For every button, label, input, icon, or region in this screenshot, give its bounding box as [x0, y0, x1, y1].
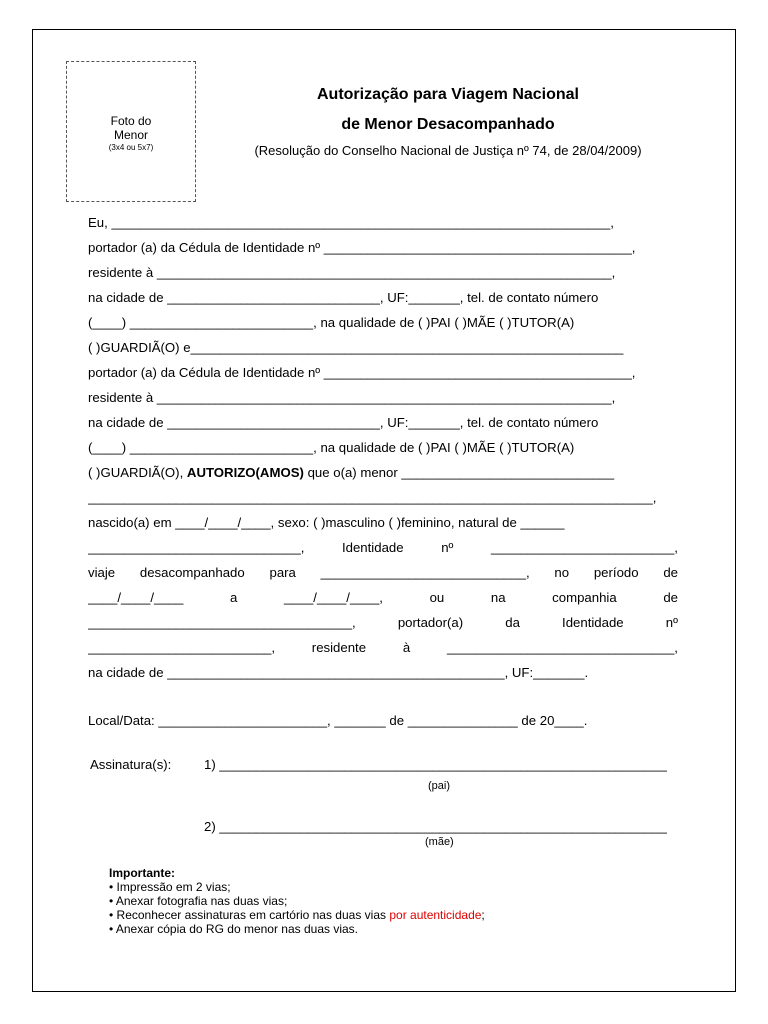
- form-line-17-part-c: da: [505, 615, 520, 630]
- form-line-18: [88, 639, 678, 657]
- form-line-17-part-a: ____________________________________,: [88, 615, 356, 630]
- authorization-keyword: AUTORIZO(AMOS): [186, 465, 304, 480]
- form-line-14-part-a: _____________________________,: [88, 540, 305, 555]
- form-line-11: [88, 464, 678, 482]
- form-line-5: (____) _________________________, na qualidade de ( )PAI ( )MÃE ( )TUTOR(A): [88, 315, 575, 330]
- signatures-label: Assinatura(s):: [90, 757, 172, 772]
- form-line-3: residente à ______________________________________________________________,: [88, 265, 616, 280]
- form-line-17: [88, 614, 678, 632]
- photo-label-line2: Menor: [113, 128, 148, 142]
- important-item-4: • Anexar cópia do RG do menor nas duas vias.: [109, 922, 359, 936]
- signature-caption-father: (pai): [428, 780, 451, 792]
- form-line-7: portador (a) da Cédula de Identidade nº __________________________________________,: [88, 365, 636, 380]
- important-item-3-end: ;: [481, 908, 485, 922]
- form-line-2: portador (a) da Cédula de Identidade nº __________________________________________,: [88, 240, 636, 255]
- minor-name-field: que o(a) menor _____________________________: [307, 465, 615, 480]
- important-item-2: • Anexar fotografia nas duas vias;: [109, 894, 288, 908]
- form-line-8: residente à ______________________________________________________________,: [88, 390, 616, 405]
- signature-line-1: 1) _____________________________________________________________: [204, 757, 667, 772]
- important-item-3: [109, 908, 485, 922]
- document-title-line1: Autorização para Viagem Nacional: [316, 86, 579, 103]
- form-line-12: _____________________________________________________________________________,: [88, 490, 657, 505]
- form-line-17-part-d: Identidade: [562, 615, 624, 630]
- form-line-13: nascido(a) em ____/____/____, sexo: ( )masculino ( )feminino, natural de ______: [88, 515, 565, 530]
- form-line-18-part-c: à: [402, 640, 411, 655]
- important-heading: Importante:: [109, 866, 175, 880]
- form-line-16-part-g: de: [663, 590, 678, 605]
- form-line-15-part-f: período: [593, 565, 639, 580]
- form-line-15-part-a: viaje: [88, 565, 116, 580]
- form-line-16-part-a: ____/____/____: [88, 590, 184, 605]
- form-line-16-part-d: ou: [429, 590, 445, 605]
- important-notes: [109, 866, 485, 936]
- document-subtitle: (Resolução do Conselho Nacional de Justiça nº 74, de 28/04/2009): [254, 143, 642, 158]
- form-line-15-part-d: ____________________________,: [320, 565, 530, 580]
- form-line-10: (____) _________________________, na qualidade de ( )PAI ( )MÃE ( )TUTOR(A): [88, 440, 575, 455]
- form-line-16-part-f: companhia: [552, 590, 617, 605]
- document-title-line2: de Menor Desacompanhado: [341, 116, 555, 133]
- form-line-1: Eu, ____________________________________________________________________,: [88, 215, 614, 230]
- form-line-14-part-b: Identidade: [341, 540, 404, 555]
- signature-line-2: 2) _____________________________________________________________: [204, 819, 667, 834]
- form-line-19: na cidade de ______________________________________________, UF:_______.: [88, 665, 589, 680]
- form-line-14-part-d: _________________________,: [490, 540, 678, 555]
- form-line-16-part-b: a: [229, 590, 238, 605]
- form-line-15-part-b: desacompanhado: [139, 565, 245, 580]
- form-line-17-part-e: nº: [665, 615, 678, 630]
- form-line-16-part-e: na: [490, 590, 506, 605]
- important-item-3-text: • Reconhecer assinaturas em cartório nas duas vias: [109, 908, 390, 922]
- form-line-15-part-e: no: [554, 565, 570, 580]
- photo-size-hint: (3x4 ou 5x7): [108, 143, 154, 152]
- form-line-6: ( )GUARDIÃ(O) e___________________________________________________________: [88, 340, 624, 355]
- photo-placeholder: [66, 61, 196, 202]
- important-item-3-highlight: por autenticidade: [389, 908, 482, 922]
- form-line-16-part-c: ____/____/____,: [283, 590, 383, 605]
- important-item-1: • Impressão em 2 vias;: [109, 880, 231, 894]
- form-line-18-part-b: residente: [311, 640, 367, 655]
- form-line-17-part-b: portador(a): [397, 615, 464, 630]
- form-line-14: [88, 539, 678, 557]
- form-line-9: na cidade de _____________________________, UF:_______, tel. de contato número: [88, 415, 599, 430]
- form-line-14-part-c: nº: [441, 540, 454, 555]
- form-line-4: na cidade de _____________________________, UF:_______, tel. de contato número: [88, 290, 599, 305]
- form-line-15-part-c: para: [269, 565, 296, 580]
- form-line-15-part-g: de: [663, 565, 678, 580]
- local-date-line: Local/Data: _______________________, _______ de _______________ de 20____.: [88, 713, 588, 728]
- signature-caption-mother: (mãe): [425, 836, 454, 848]
- form-line-18-part-a: _________________________,: [88, 640, 276, 655]
- form-line-15: [88, 564, 678, 582]
- photo-label-line1: Foto do: [110, 114, 152, 128]
- form-line-18-part-d: _______________________________,: [446, 640, 678, 655]
- form-line-16: [88, 589, 678, 607]
- guardian-option: ( )GUARDIÃ(O),: [88, 465, 184, 480]
